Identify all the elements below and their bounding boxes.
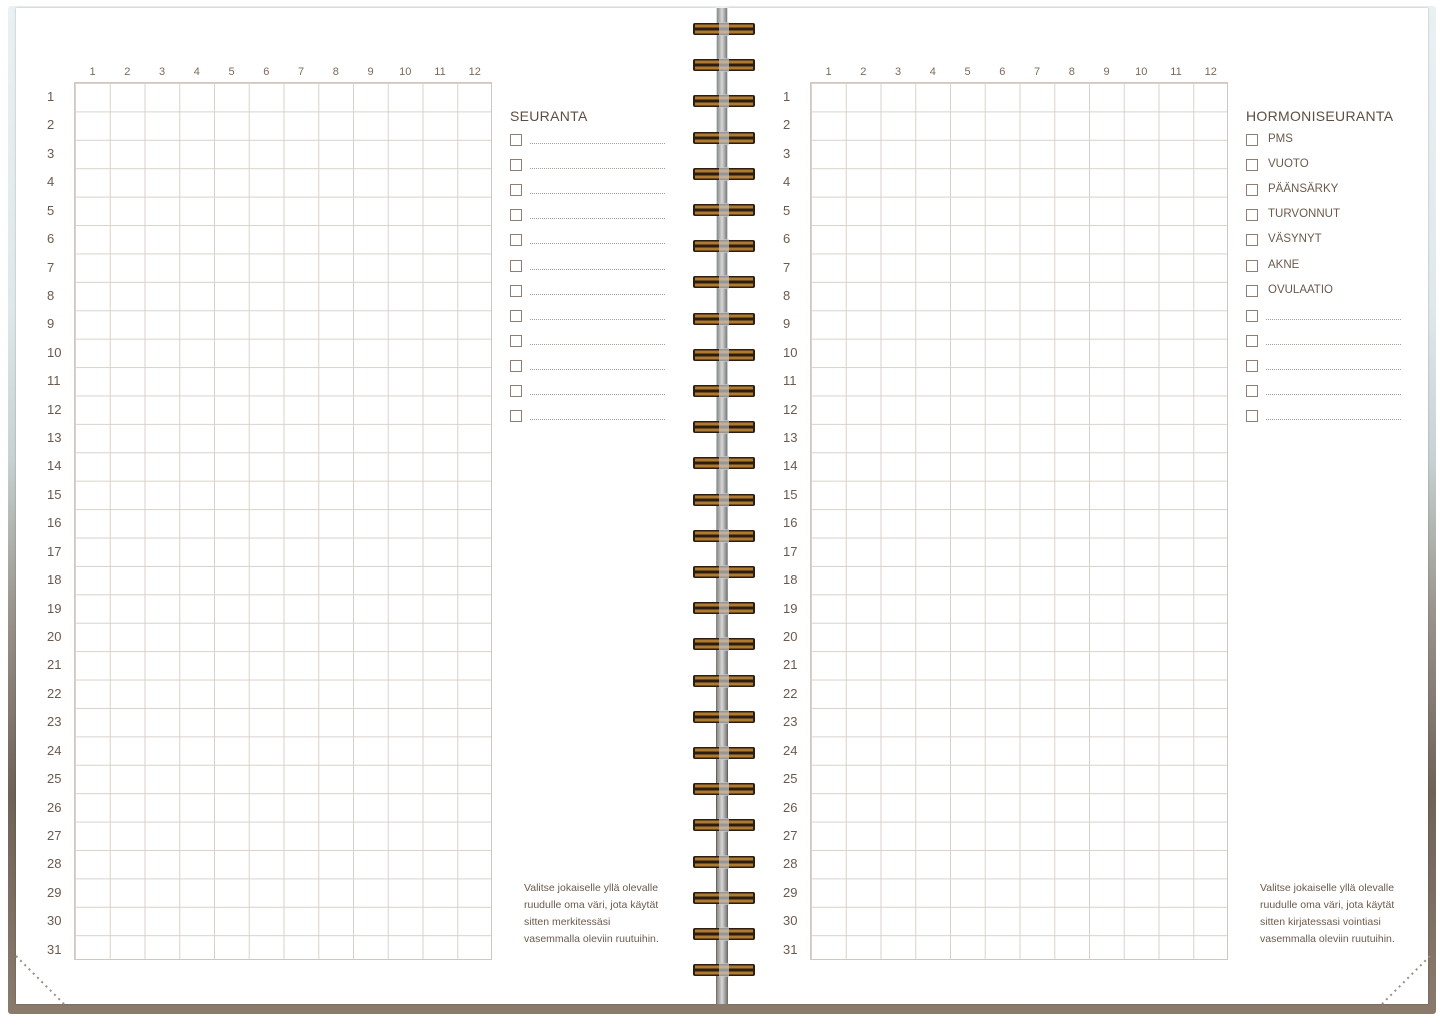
right-row-number: 3 xyxy=(783,145,791,161)
spiral-ring xyxy=(692,384,756,398)
tracker-write-line[interactable] xyxy=(530,369,665,370)
right-column-number: 10 xyxy=(1135,66,1148,78)
spiral-ring xyxy=(692,601,756,615)
spiral-ring xyxy=(692,710,756,724)
right-row-number: 9 xyxy=(783,316,791,332)
tracker-checkbox[interactable] xyxy=(510,260,522,272)
spiral-ring xyxy=(692,167,756,181)
tracker-checkbox[interactable] xyxy=(1246,335,1258,347)
tracker-item xyxy=(510,384,665,402)
right-row-number: 10 xyxy=(783,344,798,360)
tracker-item xyxy=(510,334,665,352)
left-row-number: 1 xyxy=(47,89,55,104)
right-tracker-title: HORMONISEURANTA xyxy=(1246,108,1394,124)
spiral-ring xyxy=(692,963,756,977)
spiral-ring xyxy=(692,782,756,796)
tracker-item xyxy=(1246,158,1401,176)
left-column-number: 9 xyxy=(367,66,374,78)
tracker-checkbox[interactable] xyxy=(1246,285,1258,297)
right-row-number: 6 xyxy=(783,231,791,247)
spiral-ring xyxy=(692,275,756,289)
tracker-checkbox[interactable] xyxy=(1246,209,1258,221)
right-row-number: 11 xyxy=(783,373,797,389)
right-column-number: 2 xyxy=(860,66,867,78)
spiral-ring xyxy=(692,637,756,651)
left-corner-pocket xyxy=(14,954,74,1014)
spiral-ring xyxy=(692,674,756,688)
left-instruction-note: Valitse jokaiselle yllä olevalle ruudulle oma väri, jota käytät sitten merkitessäsi vasemmalla oleviin ruutuihin. xyxy=(524,882,659,945)
right-row-number: 20 xyxy=(783,628,798,644)
tracker-item xyxy=(1246,208,1401,226)
right-row-number: 13 xyxy=(783,430,798,446)
right-row-number: 22 xyxy=(783,685,798,701)
tracker-item xyxy=(1246,233,1401,251)
left-column-number: 12 xyxy=(468,66,481,78)
tracker-write-line[interactable] xyxy=(530,193,665,194)
tracker-checkbox[interactable] xyxy=(1246,234,1258,246)
right-column-number: 8 xyxy=(1068,66,1075,78)
tracker-checkbox[interactable] xyxy=(510,385,522,397)
right-row-number: 2 xyxy=(783,117,791,133)
tracker-checkbox[interactable] xyxy=(1246,159,1258,171)
right-row-number: 15 xyxy=(783,486,798,502)
tracker-item xyxy=(1246,183,1401,201)
right-column-number: 9 xyxy=(1103,66,1110,78)
spiral-ring xyxy=(692,818,756,832)
right-column-number: 7 xyxy=(1033,66,1041,78)
left-row-number: 31 xyxy=(47,941,62,957)
right-row-number: 21 xyxy=(783,657,798,673)
tracker-item xyxy=(1246,384,1401,402)
spiral-ring xyxy=(692,58,756,72)
tracker-checkbox[interactable] xyxy=(1246,410,1258,422)
tracker-checkbox[interactable] xyxy=(510,335,522,347)
spiral-ring xyxy=(692,493,756,507)
tracker-item xyxy=(1246,334,1401,352)
right-column-number: 6 xyxy=(999,66,1006,78)
left-row-number: 18 xyxy=(47,572,62,588)
left-row-number: 8 xyxy=(47,287,55,303)
tracker-item xyxy=(510,409,665,427)
tracker-item-label: VÄSYNYT xyxy=(1268,233,1322,246)
left-column-number: 5 xyxy=(228,66,235,78)
right-row-number: 16 xyxy=(783,515,798,531)
tracker-checkbox[interactable] xyxy=(510,410,522,422)
right-column-number: 4 xyxy=(929,66,936,78)
left-row-number: 13 xyxy=(47,430,62,446)
tracker-checkbox[interactable] xyxy=(510,310,522,322)
tracker-item xyxy=(1246,409,1401,427)
tracker-item-label: PÄÄNSÄRKY xyxy=(1268,183,1339,196)
left-row-number: 25 xyxy=(47,771,62,787)
tracker-item xyxy=(510,183,665,201)
tracker-write-line[interactable] xyxy=(530,269,665,270)
tracker-checkbox[interactable] xyxy=(510,360,522,372)
left-row-number: 9 xyxy=(47,316,55,332)
tracker-checkbox[interactable] xyxy=(1246,260,1258,272)
right-row-number: 17 xyxy=(783,543,798,559)
tracker-checkbox[interactable] xyxy=(1246,184,1258,196)
left-row-number: 19 xyxy=(47,600,62,616)
spiral-ring xyxy=(692,891,756,905)
tracker-item-label: AKNE xyxy=(1268,258,1300,271)
left-row-number: 30 xyxy=(47,913,62,929)
tracker-item-label: VUOTO xyxy=(1268,158,1309,171)
left-column-number: 2 xyxy=(124,66,131,78)
tracker-checkbox[interactable] xyxy=(510,209,522,221)
tracker-item xyxy=(510,233,665,251)
left-column-number: 6 xyxy=(263,66,270,78)
tracker-item xyxy=(1246,133,1401,151)
left-column-number: 4 xyxy=(193,66,200,78)
tracker-write-line[interactable] xyxy=(530,419,665,420)
left-row-number: 17 xyxy=(47,543,62,559)
right-column-number: 5 xyxy=(964,66,971,78)
right-corner-pocket xyxy=(1372,954,1432,1014)
tracker-checkbox[interactable] xyxy=(1246,360,1258,372)
tracker-checkbox[interactable] xyxy=(510,159,522,171)
left-row-number: 29 xyxy=(47,884,62,900)
tracker-write-line[interactable] xyxy=(1266,369,1401,370)
spiral-ring xyxy=(692,529,756,543)
left-row-number: 11 xyxy=(47,373,61,389)
tracker-item xyxy=(510,158,665,176)
tracker-checkbox[interactable] xyxy=(1246,134,1258,146)
right-tracking-grid[interactable] xyxy=(810,82,1228,960)
right-row-number: 25 xyxy=(783,771,798,787)
right-column-number: 11 xyxy=(1170,66,1182,78)
spiral-ring xyxy=(692,94,756,108)
tracker-write-line[interactable] xyxy=(530,294,665,295)
tracker-write-line[interactable] xyxy=(1266,344,1401,345)
right-instruction-note: Valitse jokaiselle yllä olevalle ruudulle oma väri, jota käytät sitten kirjatessasi vointiasi vasemmalla oleviin ruutuihin. xyxy=(1260,882,1395,945)
tracker-item xyxy=(510,208,665,226)
left-row-number: 3 xyxy=(47,145,55,161)
tracker-item xyxy=(1246,309,1401,327)
right-row-number: 7 xyxy=(783,259,791,275)
spiral-ring xyxy=(692,456,756,470)
left-row-number: 12 xyxy=(47,401,62,417)
left-row-number: 22 xyxy=(47,685,62,701)
left-row-number: 28 xyxy=(47,856,62,872)
tracker-write-line[interactable] xyxy=(530,319,665,320)
right-row-number: 29 xyxy=(783,884,798,900)
left-row-number: 26 xyxy=(47,799,62,815)
left-tracking-grid[interactable] xyxy=(74,82,492,960)
left-row-number: 7 xyxy=(47,259,55,275)
right-row-number: 18 xyxy=(783,572,798,588)
tracker-write-line[interactable] xyxy=(530,168,665,169)
left-column-number: 8 xyxy=(332,66,339,78)
spiral-ring xyxy=(692,927,756,941)
right-row-number: 14 xyxy=(783,458,798,474)
tracker-checkbox[interactable] xyxy=(1246,310,1258,322)
left-column-number: 3 xyxy=(158,66,166,78)
tracker-write-line[interactable] xyxy=(530,218,665,219)
left-row-number: 10 xyxy=(47,344,62,360)
tracker-write-line[interactable] xyxy=(530,394,665,395)
left-column-number: 1 xyxy=(89,66,96,78)
tracker-checkbox[interactable] xyxy=(1246,385,1258,397)
spiral-ring xyxy=(692,565,756,579)
right-row-number: 26 xyxy=(783,799,798,815)
right-row-number: 28 xyxy=(783,856,798,872)
tracker-item xyxy=(510,284,665,302)
right-row-number: 31 xyxy=(783,941,798,957)
right-column-number: 1 xyxy=(825,66,832,78)
tracker-item xyxy=(1246,259,1401,277)
tracker-checkbox[interactable] xyxy=(510,234,522,246)
left-row-number: 27 xyxy=(47,827,62,843)
right-row-number: 1 xyxy=(783,89,791,104)
spiral-ring xyxy=(692,22,756,36)
spiral-ring xyxy=(692,131,756,145)
right-row-number: 4 xyxy=(783,174,791,190)
spiral-ring xyxy=(692,855,756,869)
right-row-number: 19 xyxy=(783,600,798,616)
left-row-number: 14 xyxy=(47,458,62,474)
right-row-number: 30 xyxy=(783,913,798,929)
right-row-number: 8 xyxy=(783,287,791,303)
left-column-number: 10 xyxy=(399,66,412,78)
left-row-number: 5 xyxy=(47,202,55,218)
left-row-number: 15 xyxy=(47,486,62,502)
tracker-write-line[interactable] xyxy=(530,243,665,244)
spiral-ring xyxy=(692,420,756,434)
tracker-write-line[interactable] xyxy=(1266,419,1401,420)
tracker-checkbox[interactable] xyxy=(510,184,522,196)
spiral-ring xyxy=(692,203,756,217)
right-row-number: 23 xyxy=(783,714,798,730)
left-row-number: 23 xyxy=(47,714,62,730)
tracker-item xyxy=(510,309,665,327)
left-row-number: 24 xyxy=(47,742,62,758)
tracker-write-line[interactable] xyxy=(1266,319,1401,320)
tracker-checkbox[interactable] xyxy=(510,285,522,297)
tracker-write-line[interactable] xyxy=(1266,394,1401,395)
tracker-item-label: TURVONNUT xyxy=(1268,208,1340,221)
left-row-number: 21 xyxy=(47,657,62,673)
tracker-item xyxy=(510,359,665,377)
tracker-item xyxy=(510,133,665,151)
left-row-number: 2 xyxy=(47,117,55,133)
spiral-ring xyxy=(692,348,756,362)
tracker-item-label: PMS xyxy=(1268,133,1293,145)
tracker-item xyxy=(510,259,665,277)
right-row-number: 12 xyxy=(783,401,798,417)
tracker-write-line[interactable] xyxy=(530,143,665,144)
right-row-number: 27 xyxy=(783,827,798,843)
left-row-number: 4 xyxy=(47,174,55,190)
left-tracker-title: SEURANTA xyxy=(510,108,588,124)
left-column-number: 7 xyxy=(297,66,305,78)
tracker-item xyxy=(1246,284,1401,302)
tracker-item xyxy=(1246,359,1401,377)
left-column-number: 11 xyxy=(434,66,446,78)
right-column-number: 12 xyxy=(1204,66,1217,78)
tracker-write-line[interactable] xyxy=(530,344,665,345)
left-row-number: 6 xyxy=(47,231,55,247)
left-row-number: 20 xyxy=(47,628,62,644)
left-row-number: 16 xyxy=(47,515,62,531)
tracker-checkbox[interactable] xyxy=(510,134,522,146)
tracker-item-label: OVULAATIO xyxy=(1268,283,1333,296)
spiral-ring xyxy=(692,312,756,326)
right-row-number: 24 xyxy=(783,742,798,758)
spiral-ring xyxy=(692,239,756,253)
right-row-number: 5 xyxy=(783,202,791,218)
right-column-number: 3 xyxy=(894,66,902,78)
spiral-ring xyxy=(692,746,756,760)
